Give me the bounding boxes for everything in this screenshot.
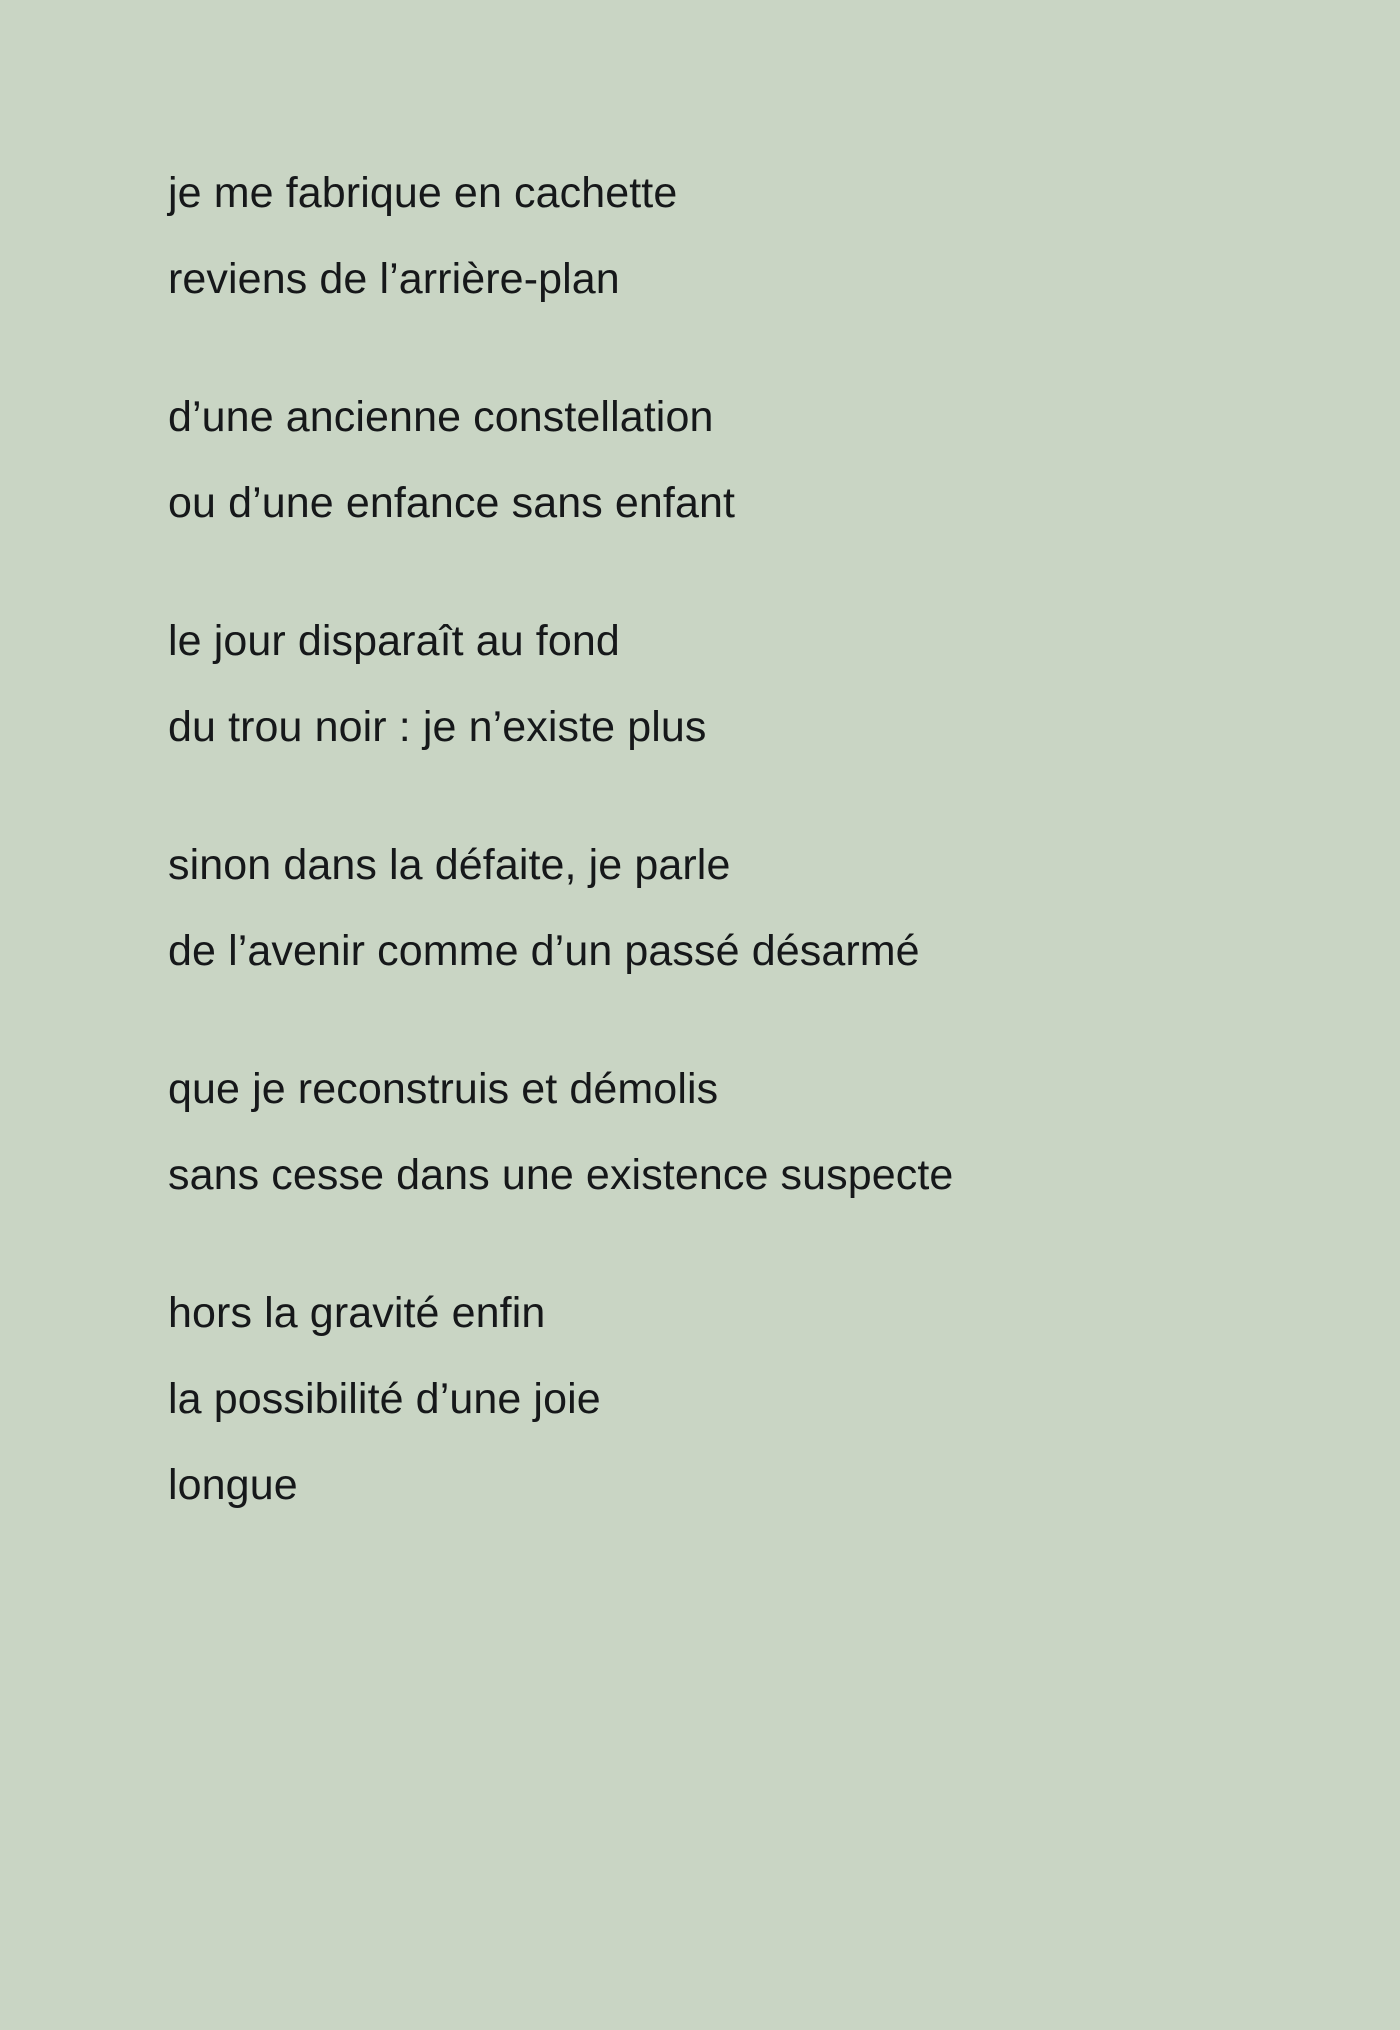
poem-line: de l’avenir comme d’un passé désarmé: [168, 927, 920, 975]
poem-line: le jour disparaît au fond: [168, 617, 620, 665]
stanza: [168, 374, 1400, 546]
poem-body: [168, 150, 1400, 1528]
poem-line: reviens de l’arrière-plan: [168, 255, 620, 303]
poem-line: hors la gravité enfin: [168, 1289, 546, 1337]
poem-line: du trou noir : je n’existe plus: [168, 703, 707, 751]
poem-line: ou d’une enfance sans enfant: [168, 479, 736, 527]
poem-line: longue: [168, 1461, 298, 1509]
stanza: [168, 598, 1400, 770]
stanza: [168, 822, 1400, 994]
stanza: [168, 1046, 1400, 1218]
poem-line: d’une ancienne constellation: [168, 393, 714, 441]
poem-line: je me fabrique en cachette: [168, 169, 678, 217]
poem-line: que je reconstruis et démolis: [168, 1065, 719, 1113]
poem-line: sans cesse dans une existence suspecte: [168, 1151, 954, 1199]
stanza: [168, 150, 1400, 322]
poem-line: la possibilité d’une joie: [168, 1375, 601, 1423]
stanza: [168, 1270, 1400, 1528]
poem-line: sinon dans la défaite, je parle: [168, 841, 731, 889]
